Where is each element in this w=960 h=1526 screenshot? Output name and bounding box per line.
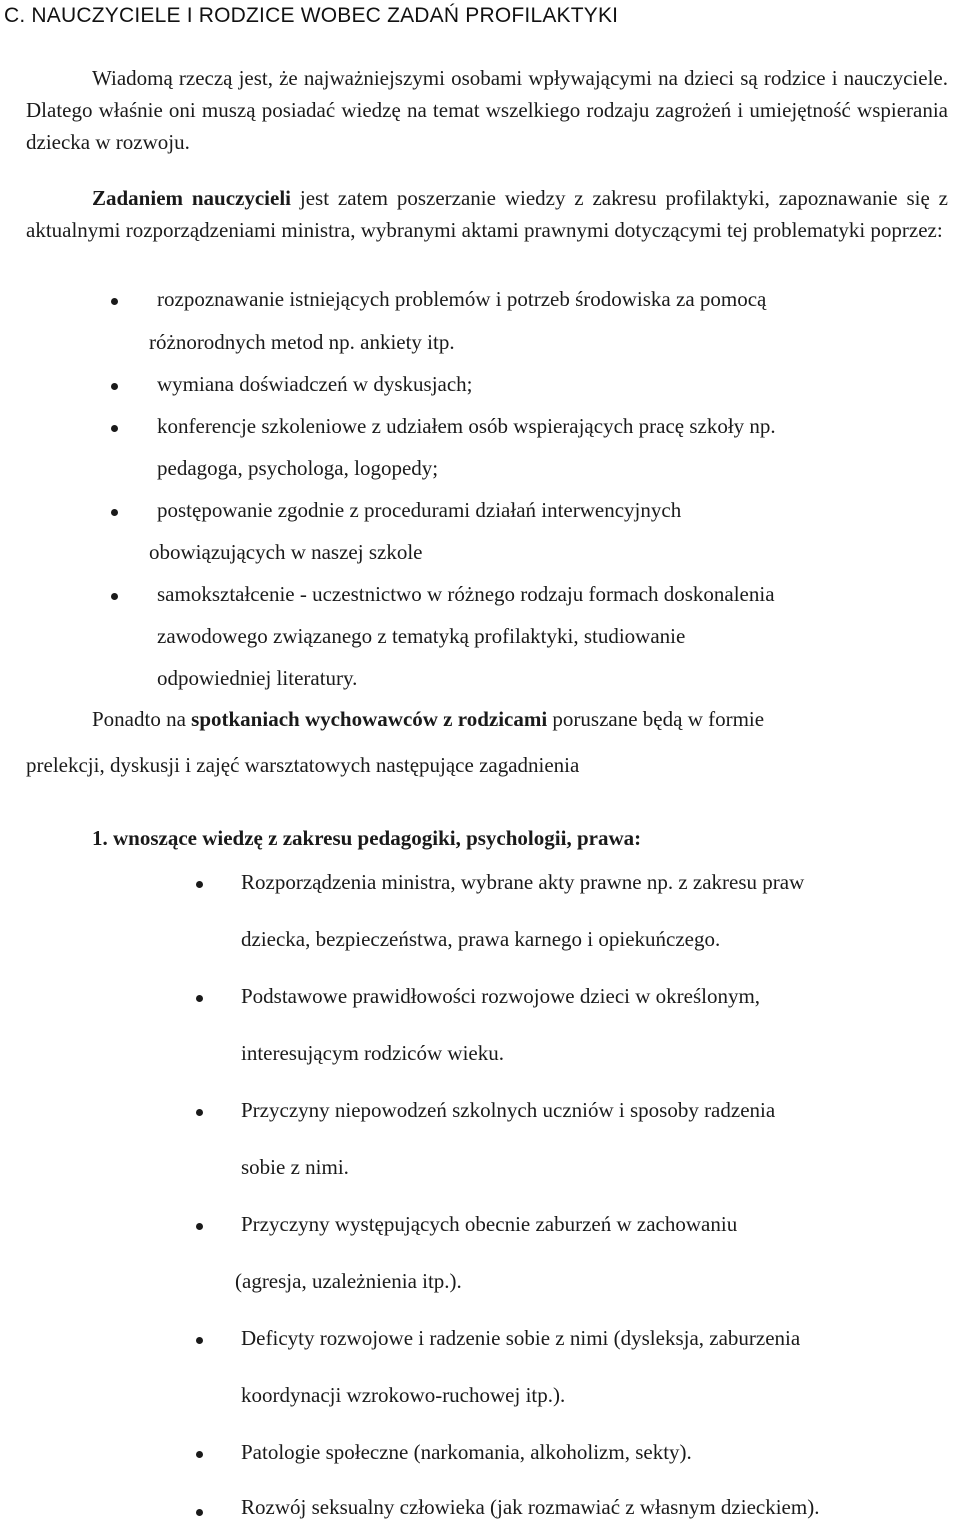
teachers-text: jest zatem poszerzanie wiedzy z zakresu profilaktyki, zapoznawanie się z aktualnymi rozporządzeniami ministra, wybranymi aktami prawnymi dotyczącymi tej problematyki poprzez:: [26, 186, 948, 242]
list-item-continued: interesującym rodziców wieku.: [241, 1041, 504, 1065]
bullet-icon: [196, 1509, 203, 1516]
list-item: postępowanie zgodnie z procedurami działań interwencyjnych: [157, 498, 682, 522]
list-item: Rozwój seksualny człowieka (jak rozmawiać z własnym dzieckiem).: [241, 1495, 820, 1519]
list-item-continued: (agresja, uzależnienia itp.).: [235, 1269, 462, 1293]
section-1-title: 1. wnoszące wiedzę z zakresu pedagogiki, psychologii, prawa:: [92, 826, 642, 850]
list-item-continued: odpowiedniej literatury.: [157, 666, 358, 690]
list-item: Przyczyny występujących obecnie zaburzeń w zachowaniu: [241, 1212, 738, 1236]
bullet-icon: [196, 1337, 203, 1344]
bullet-icon: [111, 509, 118, 516]
list-item: samokształcenie - uczestnictwo w różnego rodzaju formach doskonalenia: [157, 582, 775, 606]
list-item-continued: różnorodnych metod np. ankiety itp.: [149, 330, 455, 354]
list-item-continued: zawodowego związanego z tematyką profilaktyki, studiowanie: [157, 624, 686, 648]
intro-text: Wiadomą rzeczą jest, że najważniejszymi osobami wpływającymi na dzieci są rodzice i nauczyciele. Dlatego właśnie oni muszą posiadać wiedzę na temat wszelkiego rodzaju zagrożeń i umiejętność wspierania dziecka w rozwoju.: [26, 66, 948, 154]
list-item: konferencje szkoleniowe z udziałem osób wspierających pracę szkoły np.: [157, 414, 776, 438]
list-item: wymiana doświadczeń w dyskusjach;: [157, 372, 473, 396]
meetings-prefix: Ponadto na: [92, 707, 192, 731]
list-item-continued: obowiązujących w naszej szkole: [149, 540, 423, 564]
bullet-icon: [111, 593, 118, 600]
meetings-line-2: prelekcji, dyskusji i zajęć warsztatowych następujące zagadnienia: [26, 753, 580, 777]
bullet-icon: [196, 1451, 203, 1458]
list-item: Patologie społeczne (narkomania, alkoholizm, sekty).: [241, 1440, 692, 1464]
teachers-paragraph: [26, 182, 948, 246]
bullet-icon: [196, 1223, 203, 1230]
bullet-icon: [111, 425, 118, 432]
bullet-icon: [196, 995, 203, 1002]
list-item: Przyczyny niepowodzeń szkolnych uczniów i sposoby radzenia: [241, 1098, 776, 1122]
list-item: Podstawowe prawidłowości rozwojowe dzieci w określonym,: [241, 984, 761, 1008]
list-item: Rozporządzenia ministra, wybrane akty prawne np. z zakresu praw: [241, 870, 805, 894]
list-item-continued: sobie z nimi.: [241, 1155, 349, 1179]
meetings-line: [92, 707, 764, 732]
bullet-icon: [111, 383, 118, 390]
list-item: rozpoznawanie istniejących problemów i potrzeb środowiska za pomocą: [157, 287, 767, 311]
teachers-lead: Zadaniem nauczycieli: [92, 186, 292, 210]
list-item-continued: koordynacji wzrokowo-ruchowej itp.).: [241, 1383, 566, 1407]
section-heading: C. NAUCZYCIELE I RODZICE WOBEC ZADAŃ PROFILAKTYKI: [4, 4, 619, 27]
meetings-bold: spotkaniach wychowawców z rodzicami: [191, 707, 548, 731]
bullet-icon: [196, 1109, 203, 1116]
list-item-continued: dziecka, bezpieczeństwa, prawa karnego i opiekuńczego.: [241, 927, 721, 951]
bullet-icon: [111, 298, 118, 305]
list-item: Deficyty rozwojowe i radzenie sobie z nimi (dysleksja, zaburzenia: [241, 1326, 801, 1350]
meetings-suffix: poruszane będą w formie: [547, 707, 765, 731]
list-item-continued: pedagoga, psychologa, logopedy;: [157, 456, 439, 480]
intro-paragraph: [26, 62, 948, 158]
bullet-icon: [196, 881, 203, 888]
